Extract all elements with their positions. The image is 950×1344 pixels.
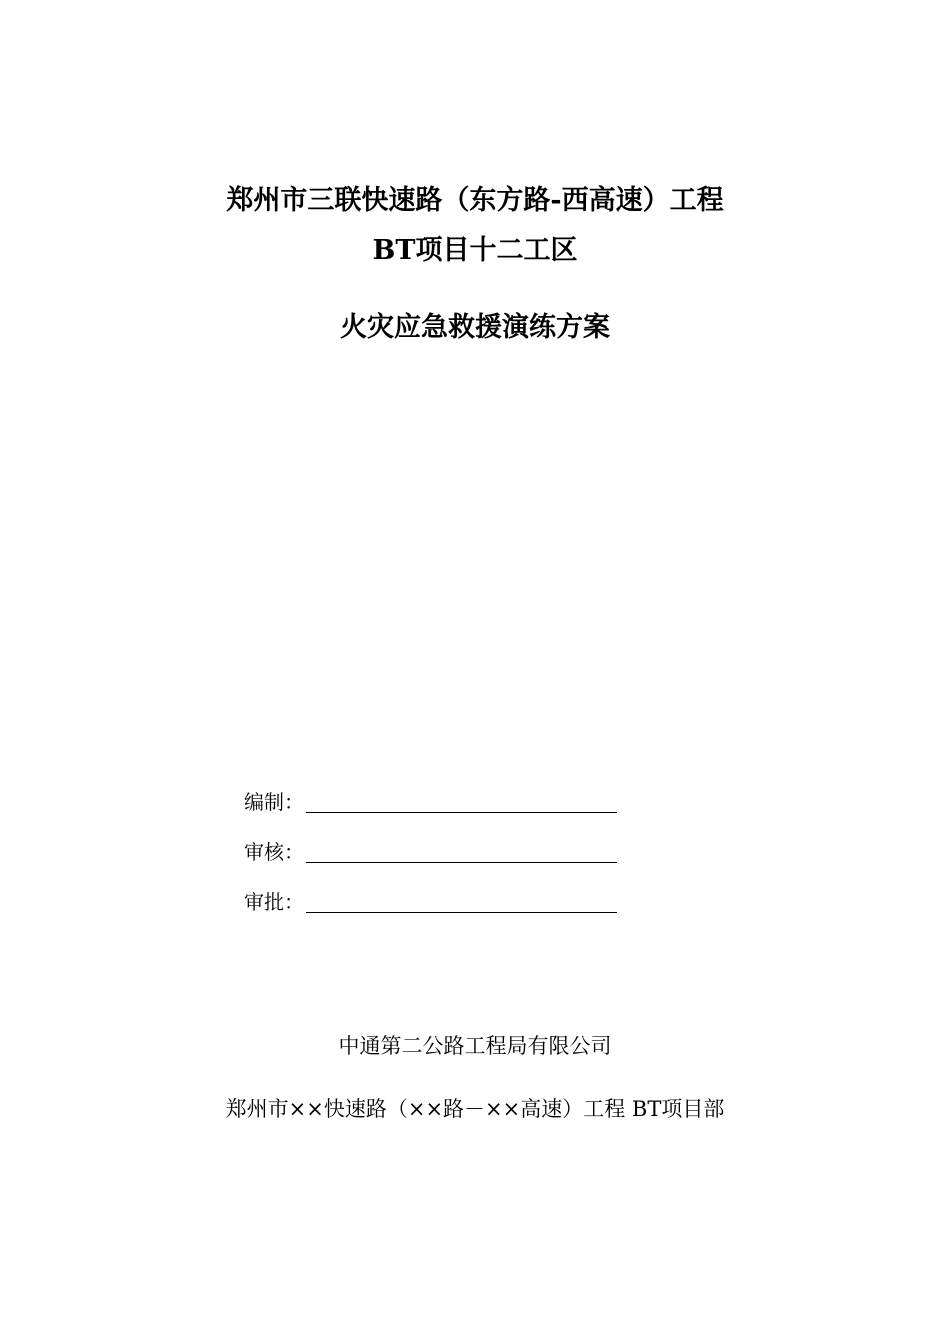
- title-line-1: 郑州市三联快速路（东方路-西高速）工程: [226, 185, 724, 216]
- signature-row-approved: [244, 884, 617, 914]
- signature-label: 审核：: [244, 840, 304, 864]
- footer-project-department: 郑州市××快速路（××路－××高速）工程 BT项目部: [225, 1097, 725, 1121]
- title-line-2: BT项目十二工区: [372, 235, 578, 266]
- signature-label: 编制：: [244, 790, 304, 814]
- signature-blank-line: [306, 911, 617, 913]
- document-title: 火灾应急救援演练方案: [340, 312, 610, 343]
- signature-row-compiled: [244, 784, 617, 814]
- signature-label: 审批：: [244, 890, 304, 914]
- footer-company: 中通第二公路工程局有限公司: [338, 1034, 612, 1058]
- signature-row-reviewed: [244, 834, 617, 864]
- signature-blank-line: [306, 811, 617, 813]
- signature-blank-line: [306, 861, 617, 863]
